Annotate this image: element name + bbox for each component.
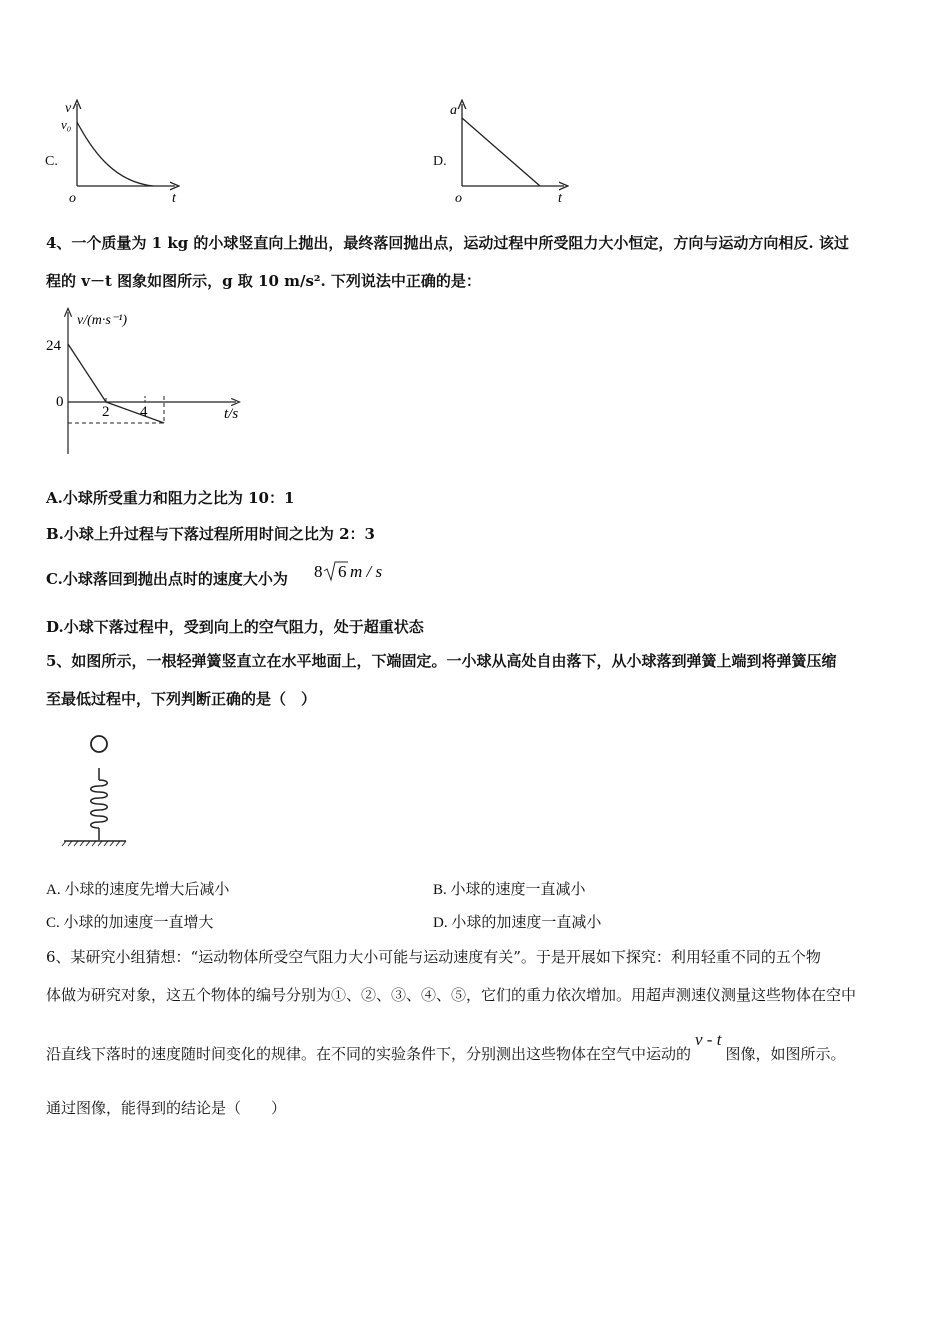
origin-label: o <box>455 191 462 206</box>
q6-text-line2: 体做为研究对象，这五个物体的编号分别为①、②、③、④、⑤，它们的重力依次增加。用超声测速仪测量这些物体在空中 <box>46 986 857 1004</box>
option-c-label: C. <box>45 154 58 169</box>
q6-text-line3-b: 图像，如图所示。 <box>725 1045 846 1063</box>
x-tick-4: 4 <box>140 404 148 420</box>
x-axis-label: t <box>172 191 176 206</box>
q5-text-line1: 5、如图所示，一根轻弹簧竖直立在水平地面上，下端固定。一小球从高处自由落下，从小球落到弹簧上端到将弹簧压缩 <box>46 652 837 670</box>
q6-text-line3-a: 沿直线下落时的速度随时间变化的规律。在不同的实验条件下，分别测出这些物体在空气中运动的 <box>46 1045 692 1063</box>
option-d-graph <box>442 98 582 208</box>
q4-text-line2: 程的 v－t 图象如图所示，g 取 10 m/s². 下列说法中正确的是： <box>46 272 481 290</box>
q4-option-d: D.小球下落过程中，受到向上的空气阻力，处于超重状态 <box>46 618 424 636</box>
x-tick-2: 2 <box>102 404 110 420</box>
velocity-segment-2 <box>106 402 164 423</box>
formula-unit: m / s <box>350 562 383 581</box>
q4-option-c: C.小球落回到抛出点时的速度大小为 <box>46 570 288 588</box>
q4-text-line1: 4、一个质量为 1 kg 的小球竖直向上抛出，最终落回抛出点，运动过程中所受阻力大小恒定，方向与运动方向相反. 该过 <box>46 234 849 252</box>
y-intercept-label: v₀ <box>61 117 72 132</box>
q4-option-a: A.小球所受重力和阻力之比为 10：1 <box>46 489 295 507</box>
q4-option-c-formula <box>312 556 392 586</box>
y-axis-label: v <box>65 101 72 116</box>
q6-vt-formula: v - t <box>695 1030 722 1049</box>
y-tick-24: 24 <box>46 338 61 354</box>
q5-text-line2: 至最低过程中，下列判断正确的是（ ） <box>46 690 317 708</box>
formula-radicand: 6 <box>338 562 347 581</box>
q5-option-c: C. 小球的加速度一直增大 <box>46 915 214 931</box>
ball-spring-figure <box>58 728 158 860</box>
q6-text-line1: 6、某研究小组猜想：“运动物体所受空气阻力大小可能与运动速度有关”。于是开展如下探究：利用轻重不同的五个物 <box>46 948 821 966</box>
q6-text-line3 <box>46 1030 846 1065</box>
y-axis-label: a <box>450 103 457 118</box>
velocity-segment <box>68 344 106 402</box>
option-d-label: D. <box>433 154 447 169</box>
q4-vt-graph <box>40 306 260 462</box>
decay-curve <box>77 122 153 186</box>
y-axis-label: v/(m·s⁻¹) <box>77 313 128 328</box>
x-axis-label: t <box>558 191 562 206</box>
option-c-graph <box>55 98 195 208</box>
formula-coefficient: 8 <box>314 562 323 581</box>
spring-coils <box>91 780 108 828</box>
q5-option-a: A. 小球的速度先增大后减小 <box>46 882 230 898</box>
ball <box>91 736 107 752</box>
q4-option-b: B.小球上升过程与下落过程所用时间之比为 2：3 <box>46 525 375 543</box>
origin-label: 0 <box>56 394 64 410</box>
decreasing-line <box>462 118 540 186</box>
q6-text-line4: 通过图像，能得到的结论是（ ） <box>46 1099 287 1117</box>
q5-option-d: D. 小球的加速度一直减小 <box>433 915 602 931</box>
q5-option-b: B. 小球的速度一直减小 <box>433 882 586 898</box>
origin-label: o <box>69 191 76 206</box>
x-axis-label: t/s <box>224 406 239 422</box>
